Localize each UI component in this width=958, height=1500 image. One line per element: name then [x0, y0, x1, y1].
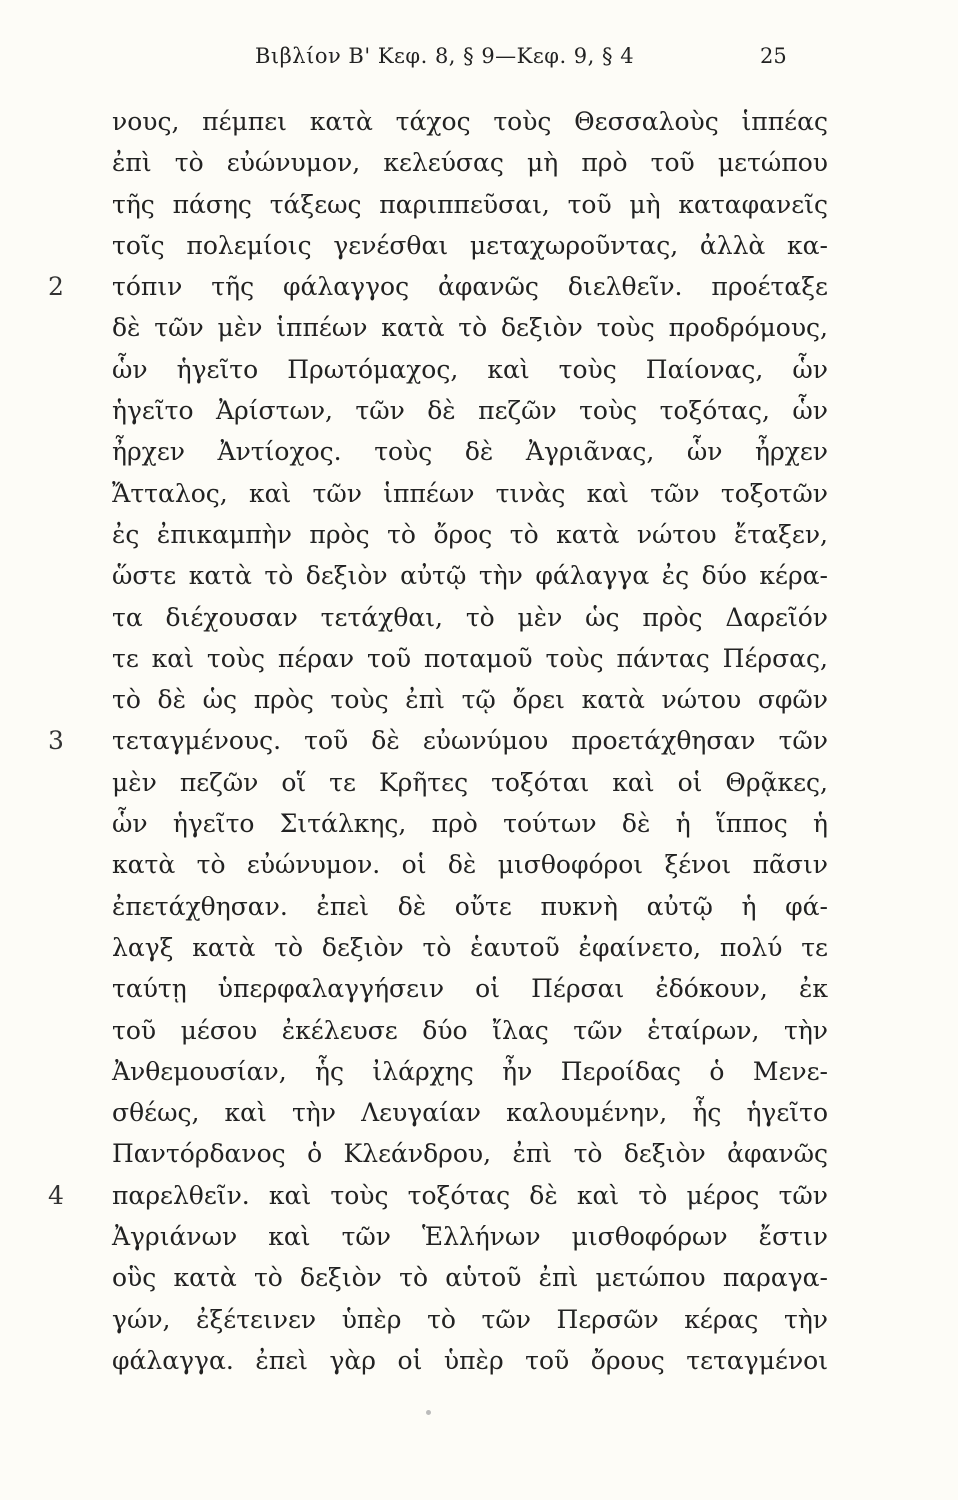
- text-line: [0, 269, 958, 310]
- line-text: ἡγεῖτο Ἀρίστων, τῶν δὲ πεζῶν τοὺς τοξότας, ὧν: [112, 396, 828, 426]
- text-line: [0, 1260, 958, 1301]
- line-text: τα διέχουσαν τετάχθαι, τὸ μὲν ὡς πρὸς Δαρεῖόν: [112, 602, 828, 632]
- line-text: λαγξ κατὰ τὸ δεξιὸν τὸ ἑαυτοῦ ἐφαίνετο, πολύ τε: [112, 932, 828, 962]
- line-text: ἐπετάχθησαν. ἐπεὶ δὲ οὔτε πυκνὴ αὐτῷ ἡ φά-: [112, 891, 828, 921]
- line-text: ὥστε κατὰ τὸ δεξιὸν αὐτῷ τὴν φάλαγγα ἐς δύο κέρα-: [112, 561, 828, 591]
- running-head-title: Βιβλίον Β' Κεφ. 8, § 9—Κεφ. 9, § 4: [255, 44, 635, 68]
- line-text: δὲ τῶν μὲν ἱππέων κατὰ τὸ δεξιὸν τοὺς προδρόμους,: [112, 313, 828, 343]
- text-line: [0, 847, 958, 888]
- line-text: οὓς κατὰ τὸ δεξιὸν τὸ αὑτοῦ ἐπὶ μετώπου παραγα-: [112, 1263, 828, 1293]
- text-line: [0, 1054, 958, 1095]
- text-line: [0, 434, 958, 475]
- line-text: τεταγμένους. τοῦ δὲ εὐωνύμου προετάχθησαν τῶν: [112, 726, 828, 756]
- line-text: τοῦ μέσου ἐκέλευσε δύο ἴλας τῶν ἑταίρων, τὴν: [112, 1015, 828, 1045]
- line-text: τὸ δὲ ὡς πρὸς τοὺς ἐπὶ τῷ ὄρει κατὰ νώτου σφῶν: [112, 685, 828, 715]
- text-line: [0, 558, 958, 599]
- line-text: ἐπὶ τὸ εὐώνυμον, κελεύσας μὴ πρὸ τοῦ μετώπου: [112, 148, 828, 178]
- line-text: Ἄτταλος, καὶ τῶν ἱππέων τινὰς καὶ τῶν τοξοτῶν: [112, 478, 828, 508]
- text-line: [0, 104, 958, 145]
- paper-speck: [426, 1410, 431, 1415]
- text-line: [0, 1219, 958, 1260]
- line-text: Παντόρδανος ὁ Κλεάνδρου, ἐπὶ τὸ δεξιὸν ἀφανῶς: [112, 1139, 828, 1169]
- text-line: [0, 1013, 958, 1054]
- text-line: [0, 1095, 958, 1136]
- text-line: [0, 765, 958, 806]
- text-line: [0, 187, 958, 228]
- text-line: [0, 1343, 958, 1384]
- text-line: [0, 145, 958, 186]
- text-line: [0, 310, 958, 351]
- line-text: ὧν ἡγεῖτο Πρωτόμαχος, καὶ τοὺς Παίονας, ὧν: [112, 354, 828, 384]
- line-text: τῆς πάσης τάξεως παριππεῦσαι, τοῦ μὴ καταφανεῖς: [112, 189, 828, 219]
- text-line: [0, 228, 958, 269]
- line-text: τε καὶ τοὺς πέραν τοῦ ποταμοῦ τοὺς πάντας Πέρσας,: [112, 643, 828, 673]
- line-text: ὧν ἡγεῖτο Σιτάλκης, πρὸ τούτων δὲ ἡ ἵππος ἡ: [112, 809, 828, 839]
- line-text: ταύτῃ ὑπερφαλαγγήσειν οἱ Πέρσαι ἐδόκουν, ἐκ: [112, 974, 828, 1004]
- line-text: κατὰ τὸ εὐώνυμον. οἱ δὲ μισθοφόροι ξένοι πᾶσιν: [112, 850, 828, 880]
- text-line: [0, 889, 958, 930]
- text-line: [0, 352, 958, 393]
- line-text: ἐς ἐπικαμπὴν πρὸς τὸ ὄρος τὸ κατὰ νώτου ἔταξεν,: [112, 519, 828, 549]
- line-text: νους, πέμπει κατὰ τάχος τοὺς Θεσσαλοὺς ἱππέας: [112, 107, 828, 136]
- text-line: [0, 682, 958, 723]
- text-line: [0, 600, 958, 641]
- line-text: γών, ἐξέτεινεν ὑπὲρ τὸ τῶν Περσῶν κέρας τὴν: [112, 1304, 828, 1334]
- line-text: φάλαγγα. ἐπεὶ γὰρ οἱ ὑπὲρ τοῦ ὄρους τεταγμένοι: [112, 1345, 828, 1375]
- line-text: Ἀνθεμουσίαν, ἧς ἰλάρχης ἦν Περοίδας ὁ Μενε-: [112, 1056, 828, 1086]
- text-line: [0, 1136, 958, 1177]
- line-text: παρελθεῖν. καὶ τοὺς τοξότας δὲ καὶ τὸ μέρος τῶν: [112, 1180, 828, 1210]
- body-text: [0, 104, 958, 1384]
- text-line: [0, 393, 958, 434]
- text-line: [0, 641, 958, 682]
- section-number: 3: [48, 726, 64, 756]
- section-number: 2: [48, 272, 64, 302]
- line-text: ἦρχεν Ἀντίοχος. τοὺς δὲ Ἀγριᾶνας, ὧν ἦρχεν: [112, 437, 828, 467]
- text-line: [0, 1302, 958, 1343]
- text-line: [0, 723, 958, 764]
- running-head: [0, 44, 958, 78]
- page-number: 25: [760, 44, 787, 68]
- text-line: [0, 806, 958, 847]
- section-number: 4: [48, 1180, 64, 1210]
- line-text: μὲν πεζῶν οἵ τε Κρῆτες τοξόται καὶ οἱ Θρᾷκες,: [112, 767, 828, 797]
- line-text: τοῖς πολεμίοις γενέσθαι μεταχωροῦντας, ἀλλὰ κα-: [112, 230, 828, 260]
- text-line: [0, 517, 958, 558]
- text-line: [0, 476, 958, 517]
- text-line: [0, 1178, 958, 1219]
- text-line: [0, 971, 958, 1012]
- line-text: τόπιν τῆς φάλαγγος ἀφανῶς διελθεῖν. προέταξε: [112, 272, 828, 302]
- line-text: Ἀγριάνων καὶ τῶν Ἑλλήνων μισθοφόρων ἔστιν: [112, 1222, 828, 1252]
- line-text: σθέως, καὶ τὴν Λευγαίαν καλουμένην, ἧς ἡγεῖτο: [112, 1098, 828, 1128]
- text-line: [0, 930, 958, 971]
